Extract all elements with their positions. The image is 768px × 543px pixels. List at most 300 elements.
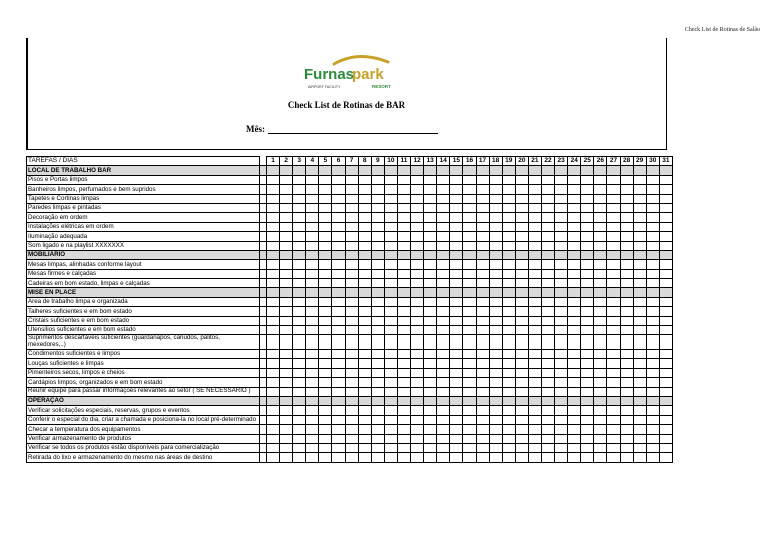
check-cell[interactable]: [319, 279, 332, 288]
check-cell[interactable]: [620, 326, 633, 335]
check-cell[interactable]: [293, 378, 306, 387]
check-cell[interactable]: [646, 368, 659, 377]
check-cell[interactable]: [306, 213, 319, 222]
check-cell[interactable]: [502, 368, 515, 377]
check-cell[interactable]: [397, 203, 410, 212]
check-cell[interactable]: [450, 443, 463, 452]
check-cell[interactable]: [280, 378, 293, 387]
check-cell[interactable]: [581, 335, 594, 350]
check-cell[interactable]: [581, 453, 594, 462]
check-cell[interactable]: [293, 213, 306, 222]
check-cell[interactable]: [332, 406, 345, 415]
check-cell[interactable]: [502, 232, 515, 241]
check-cell[interactable]: [594, 203, 607, 212]
check-cell[interactable]: [345, 359, 358, 368]
check-cell[interactable]: [659, 359, 672, 368]
check-cell[interactable]: [450, 222, 463, 231]
check-cell[interactable]: [345, 175, 358, 184]
check-cell[interactable]: [306, 185, 319, 194]
check-cell[interactable]: [332, 434, 345, 443]
check-cell[interactable]: [555, 425, 568, 434]
check-cell[interactable]: [397, 359, 410, 368]
check-cell[interactable]: [371, 194, 384, 203]
check-cell[interactable]: [646, 443, 659, 452]
check-cell[interactable]: [528, 326, 541, 335]
check-cell[interactable]: [555, 443, 568, 452]
check-cell[interactable]: [568, 269, 581, 278]
check-cell[interactable]: [463, 406, 476, 415]
check-cell[interactable]: [594, 260, 607, 269]
check-cell[interactable]: [568, 194, 581, 203]
check-cell[interactable]: [646, 453, 659, 462]
check-cell[interactable]: [515, 241, 528, 250]
check-cell[interactable]: [607, 406, 620, 415]
check-cell[interactable]: [397, 335, 410, 350]
check-cell[interactable]: [476, 203, 489, 212]
check-cell[interactable]: [319, 350, 332, 359]
check-cell[interactable]: [437, 241, 450, 250]
check-cell[interactable]: [515, 378, 528, 387]
check-cell[interactable]: [607, 326, 620, 335]
check-cell[interactable]: [358, 453, 371, 462]
check-cell[interactable]: [345, 307, 358, 316]
check-cell[interactable]: [581, 378, 594, 387]
check-cell[interactable]: [332, 213, 345, 222]
check-cell[interactable]: [607, 232, 620, 241]
check-cell[interactable]: [345, 222, 358, 231]
check-cell[interactable]: [633, 406, 646, 415]
check-cell[interactable]: [267, 326, 280, 335]
check-cell[interactable]: [568, 307, 581, 316]
check-cell[interactable]: [541, 326, 554, 335]
check-cell[interactable]: [397, 326, 410, 335]
check-cell[interactable]: [358, 443, 371, 452]
check-cell[interactable]: [280, 203, 293, 212]
check-cell[interactable]: [659, 326, 672, 335]
check-cell[interactable]: [581, 425, 594, 434]
check-cell[interactable]: [581, 350, 594, 359]
check-cell[interactable]: [659, 453, 672, 462]
check-cell[interactable]: [345, 326, 358, 335]
check-cell[interactable]: [384, 222, 397, 231]
check-cell[interactable]: [568, 425, 581, 434]
check-cell[interactable]: [280, 425, 293, 434]
check-cell[interactable]: [502, 443, 515, 452]
check-cell[interactable]: [607, 415, 620, 424]
check-cell[interactable]: [437, 326, 450, 335]
check-cell[interactable]: [280, 387, 293, 396]
check-cell[interactable]: [633, 307, 646, 316]
check-cell[interactable]: [384, 434, 397, 443]
check-cell[interactable]: [345, 406, 358, 415]
check-cell[interactable]: [411, 359, 424, 368]
check-cell[interactable]: [568, 175, 581, 184]
check-cell[interactable]: [280, 335, 293, 350]
check-cell[interactable]: [633, 194, 646, 203]
check-cell[interactable]: [646, 350, 659, 359]
check-cell[interactable]: [397, 241, 410, 250]
check-cell[interactable]: [280, 279, 293, 288]
check-cell[interactable]: [384, 232, 397, 241]
check-cell[interactable]: [541, 425, 554, 434]
check-cell[interactable]: [319, 175, 332, 184]
check-cell[interactable]: [358, 326, 371, 335]
check-cell[interactable]: [489, 453, 502, 462]
check-cell[interactable]: [450, 203, 463, 212]
check-cell[interactable]: [633, 185, 646, 194]
check-cell[interactable]: [371, 269, 384, 278]
check-cell[interactable]: [515, 434, 528, 443]
check-cell[interactable]: [607, 316, 620, 325]
check-cell[interactable]: [646, 335, 659, 350]
check-cell[interactable]: [502, 378, 515, 387]
check-cell[interactable]: [437, 359, 450, 368]
check-cell[interactable]: [397, 297, 410, 306]
check-cell[interactable]: [515, 368, 528, 377]
check-cell[interactable]: [319, 316, 332, 325]
check-cell[interactable]: [280, 326, 293, 335]
check-cell[interactable]: [607, 443, 620, 452]
check-cell[interactable]: [541, 368, 554, 377]
check-cell[interactable]: [620, 359, 633, 368]
check-cell[interactable]: [581, 359, 594, 368]
check-cell[interactable]: [541, 232, 554, 241]
check-cell[interactable]: [358, 378, 371, 387]
check-cell[interactable]: [528, 316, 541, 325]
check-cell[interactable]: [293, 406, 306, 415]
check-cell[interactable]: [397, 316, 410, 325]
check-cell[interactable]: [528, 279, 541, 288]
check-cell[interactable]: [358, 368, 371, 377]
check-cell[interactable]: [528, 425, 541, 434]
check-cell[interactable]: [515, 213, 528, 222]
check-cell[interactable]: [332, 425, 345, 434]
check-cell[interactable]: [306, 307, 319, 316]
check-cell[interactable]: [424, 387, 437, 396]
check-cell[interactable]: [476, 335, 489, 350]
check-cell[interactable]: [424, 434, 437, 443]
check-cell[interactable]: [594, 316, 607, 325]
check-cell[interactable]: [319, 359, 332, 368]
check-cell[interactable]: [659, 194, 672, 203]
check-cell[interactable]: [541, 359, 554, 368]
check-cell[interactable]: [267, 425, 280, 434]
check-cell[interactable]: [620, 378, 633, 387]
check-cell[interactable]: [371, 213, 384, 222]
check-cell[interactable]: [450, 307, 463, 316]
check-cell[interactable]: [371, 425, 384, 434]
check-cell[interactable]: [424, 326, 437, 335]
check-cell[interactable]: [319, 415, 332, 424]
check-cell[interactable]: [515, 222, 528, 231]
check-cell[interactable]: [463, 269, 476, 278]
check-cell[interactable]: [555, 415, 568, 424]
check-cell[interactable]: [293, 368, 306, 377]
check-cell[interactable]: [633, 443, 646, 452]
check-cell[interactable]: [358, 307, 371, 316]
check-cell[interactable]: [568, 368, 581, 377]
check-cell[interactable]: [463, 222, 476, 231]
check-cell[interactable]: [293, 194, 306, 203]
check-cell[interactable]: [267, 213, 280, 222]
check-cell[interactable]: [555, 316, 568, 325]
check-cell[interactable]: [463, 260, 476, 269]
check-cell[interactable]: [463, 279, 476, 288]
check-cell[interactable]: [594, 297, 607, 306]
check-cell[interactable]: [594, 378, 607, 387]
check-cell[interactable]: [267, 260, 280, 269]
check-cell[interactable]: [463, 350, 476, 359]
check-cell[interactable]: [659, 297, 672, 306]
check-cell[interactable]: [332, 316, 345, 325]
check-cell[interactable]: [397, 425, 410, 434]
check-cell[interactable]: [489, 359, 502, 368]
check-cell[interactable]: [411, 222, 424, 231]
check-cell[interactable]: [424, 307, 437, 316]
check-cell[interactable]: [437, 387, 450, 396]
check-cell[interactable]: [620, 425, 633, 434]
check-cell[interactable]: [345, 368, 358, 377]
check-cell[interactable]: [267, 222, 280, 231]
check-cell[interactable]: [541, 241, 554, 250]
check-cell[interactable]: [424, 316, 437, 325]
check-cell[interactable]: [267, 453, 280, 462]
check-cell[interactable]: [345, 213, 358, 222]
check-cell[interactable]: [424, 194, 437, 203]
check-cell[interactable]: [345, 415, 358, 424]
check-cell[interactable]: [568, 279, 581, 288]
check-cell[interactable]: [424, 269, 437, 278]
check-cell[interactable]: [358, 387, 371, 396]
check-cell[interactable]: [528, 297, 541, 306]
check-cell[interactable]: [411, 297, 424, 306]
check-cell[interactable]: [280, 359, 293, 368]
check-cell[interactable]: [345, 269, 358, 278]
check-cell[interactable]: [489, 378, 502, 387]
check-cell[interactable]: [489, 443, 502, 452]
check-cell[interactable]: [332, 453, 345, 462]
check-cell[interactable]: [371, 185, 384, 194]
check-cell[interactable]: [476, 350, 489, 359]
check-cell[interactable]: [541, 406, 554, 415]
check-cell[interactable]: [332, 269, 345, 278]
check-cell[interactable]: [267, 378, 280, 387]
check-cell[interactable]: [568, 213, 581, 222]
check-cell[interactable]: [555, 368, 568, 377]
check-cell[interactable]: [371, 297, 384, 306]
check-cell[interactable]: [476, 316, 489, 325]
check-cell[interactable]: [581, 185, 594, 194]
check-cell[interactable]: [437, 203, 450, 212]
check-cell[interactable]: [280, 368, 293, 377]
check-cell[interactable]: [384, 213, 397, 222]
check-cell[interactable]: [620, 241, 633, 250]
check-cell[interactable]: [515, 307, 528, 316]
check-cell[interactable]: [371, 434, 384, 443]
check-cell[interactable]: [555, 335, 568, 350]
check-cell[interactable]: [594, 194, 607, 203]
check-cell[interactable]: [659, 279, 672, 288]
check-cell[interactable]: [267, 194, 280, 203]
check-cell[interactable]: [384, 415, 397, 424]
check-cell[interactable]: [280, 260, 293, 269]
check-cell[interactable]: [515, 453, 528, 462]
check-cell[interactable]: [371, 307, 384, 316]
check-cell[interactable]: [280, 269, 293, 278]
check-cell[interactable]: [463, 359, 476, 368]
check-cell[interactable]: [411, 203, 424, 212]
check-cell[interactable]: [345, 350, 358, 359]
check-cell[interactable]: [306, 316, 319, 325]
check-cell[interactable]: [424, 406, 437, 415]
check-cell[interactable]: [581, 316, 594, 325]
check-cell[interactable]: [293, 387, 306, 396]
check-cell[interactable]: [581, 326, 594, 335]
check-cell[interactable]: [319, 241, 332, 250]
check-cell[interactable]: [319, 443, 332, 452]
check-cell[interactable]: [568, 316, 581, 325]
check-cell[interactable]: [620, 222, 633, 231]
check-cell[interactable]: [502, 269, 515, 278]
check-cell[interactable]: [437, 406, 450, 415]
check-cell[interactable]: [384, 453, 397, 462]
check-cell[interactable]: [384, 359, 397, 368]
check-cell[interactable]: [659, 368, 672, 377]
check-cell[interactable]: [397, 415, 410, 424]
check-cell[interactable]: [607, 260, 620, 269]
check-cell[interactable]: [397, 443, 410, 452]
check-cell[interactable]: [502, 279, 515, 288]
check-cell[interactable]: [476, 241, 489, 250]
check-cell[interactable]: [306, 406, 319, 415]
check-cell[interactable]: [397, 368, 410, 377]
check-cell[interactable]: [384, 406, 397, 415]
check-cell[interactable]: [555, 453, 568, 462]
check-cell[interactable]: [633, 213, 646, 222]
check-cell[interactable]: [306, 350, 319, 359]
check-cell[interactable]: [515, 203, 528, 212]
check-cell[interactable]: [397, 434, 410, 443]
check-cell[interactable]: [502, 350, 515, 359]
check-cell[interactable]: [515, 335, 528, 350]
check-cell[interactable]: [594, 326, 607, 335]
check-cell[interactable]: [555, 307, 568, 316]
check-cell[interactable]: [528, 260, 541, 269]
check-cell[interactable]: [555, 241, 568, 250]
check-cell[interactable]: [384, 326, 397, 335]
check-cell[interactable]: [411, 232, 424, 241]
check-cell[interactable]: [476, 232, 489, 241]
check-cell[interactable]: [594, 335, 607, 350]
check-cell[interactable]: [345, 241, 358, 250]
check-cell[interactable]: [345, 387, 358, 396]
check-cell[interactable]: [607, 350, 620, 359]
check-cell[interactable]: [437, 232, 450, 241]
check-cell[interactable]: [411, 307, 424, 316]
check-cell[interactable]: [424, 232, 437, 241]
check-cell[interactable]: [646, 279, 659, 288]
check-cell[interactable]: [541, 434, 554, 443]
check-cell[interactable]: [633, 232, 646, 241]
check-cell[interactable]: [411, 335, 424, 350]
check-cell[interactable]: [411, 279, 424, 288]
check-cell[interactable]: [332, 241, 345, 250]
check-cell[interactable]: [581, 213, 594, 222]
check-cell[interactable]: [450, 378, 463, 387]
check-cell[interactable]: [424, 260, 437, 269]
check-cell[interactable]: [293, 232, 306, 241]
check-cell[interactable]: [397, 453, 410, 462]
check-cell[interactable]: [607, 307, 620, 316]
check-cell[interactable]: [319, 185, 332, 194]
check-cell[interactable]: [541, 279, 554, 288]
check-cell[interactable]: [568, 232, 581, 241]
check-cell[interactable]: [267, 175, 280, 184]
check-cell[interactable]: [450, 269, 463, 278]
check-cell[interactable]: [528, 232, 541, 241]
check-cell[interactable]: [568, 443, 581, 452]
check-cell[interactable]: [581, 434, 594, 443]
check-cell[interactable]: [515, 297, 528, 306]
check-cell[interactable]: [267, 185, 280, 194]
check-cell[interactable]: [489, 434, 502, 443]
check-cell[interactable]: [489, 241, 502, 250]
check-cell[interactable]: [515, 350, 528, 359]
check-cell[interactable]: [594, 425, 607, 434]
check-cell[interactable]: [633, 425, 646, 434]
check-cell[interactable]: [280, 175, 293, 184]
check-cell[interactable]: [581, 297, 594, 306]
check-cell[interactable]: [476, 387, 489, 396]
check-cell[interactable]: [646, 415, 659, 424]
check-cell[interactable]: [489, 222, 502, 231]
check-cell[interactable]: [345, 434, 358, 443]
check-cell[interactable]: [384, 279, 397, 288]
check-cell[interactable]: [541, 203, 554, 212]
check-cell[interactable]: [620, 203, 633, 212]
check-cell[interactable]: [411, 269, 424, 278]
check-cell[interactable]: [646, 232, 659, 241]
check-cell[interactable]: [581, 279, 594, 288]
check-cell[interactable]: [594, 232, 607, 241]
check-cell[interactable]: [384, 185, 397, 194]
check-cell[interactable]: [515, 359, 528, 368]
check-cell[interactable]: [555, 260, 568, 269]
check-cell[interactable]: [646, 307, 659, 316]
check-cell[interactable]: [476, 434, 489, 443]
check-cell[interactable]: [581, 307, 594, 316]
check-cell[interactable]: [384, 260, 397, 269]
check-cell[interactable]: [489, 406, 502, 415]
check-cell[interactable]: [280, 443, 293, 452]
check-cell[interactable]: [659, 316, 672, 325]
check-cell[interactable]: [581, 203, 594, 212]
check-cell[interactable]: [424, 378, 437, 387]
check-cell[interactable]: [358, 269, 371, 278]
check-cell[interactable]: [502, 175, 515, 184]
check-cell[interactable]: [306, 175, 319, 184]
check-cell[interactable]: [267, 350, 280, 359]
check-cell[interactable]: [437, 425, 450, 434]
check-cell[interactable]: [397, 194, 410, 203]
check-cell[interactable]: [607, 213, 620, 222]
check-cell[interactable]: [411, 415, 424, 424]
check-cell[interactable]: [293, 335, 306, 350]
check-cell[interactable]: [607, 434, 620, 443]
check-cell[interactable]: [371, 368, 384, 377]
check-cell[interactable]: [463, 185, 476, 194]
check-cell[interactable]: [397, 185, 410, 194]
